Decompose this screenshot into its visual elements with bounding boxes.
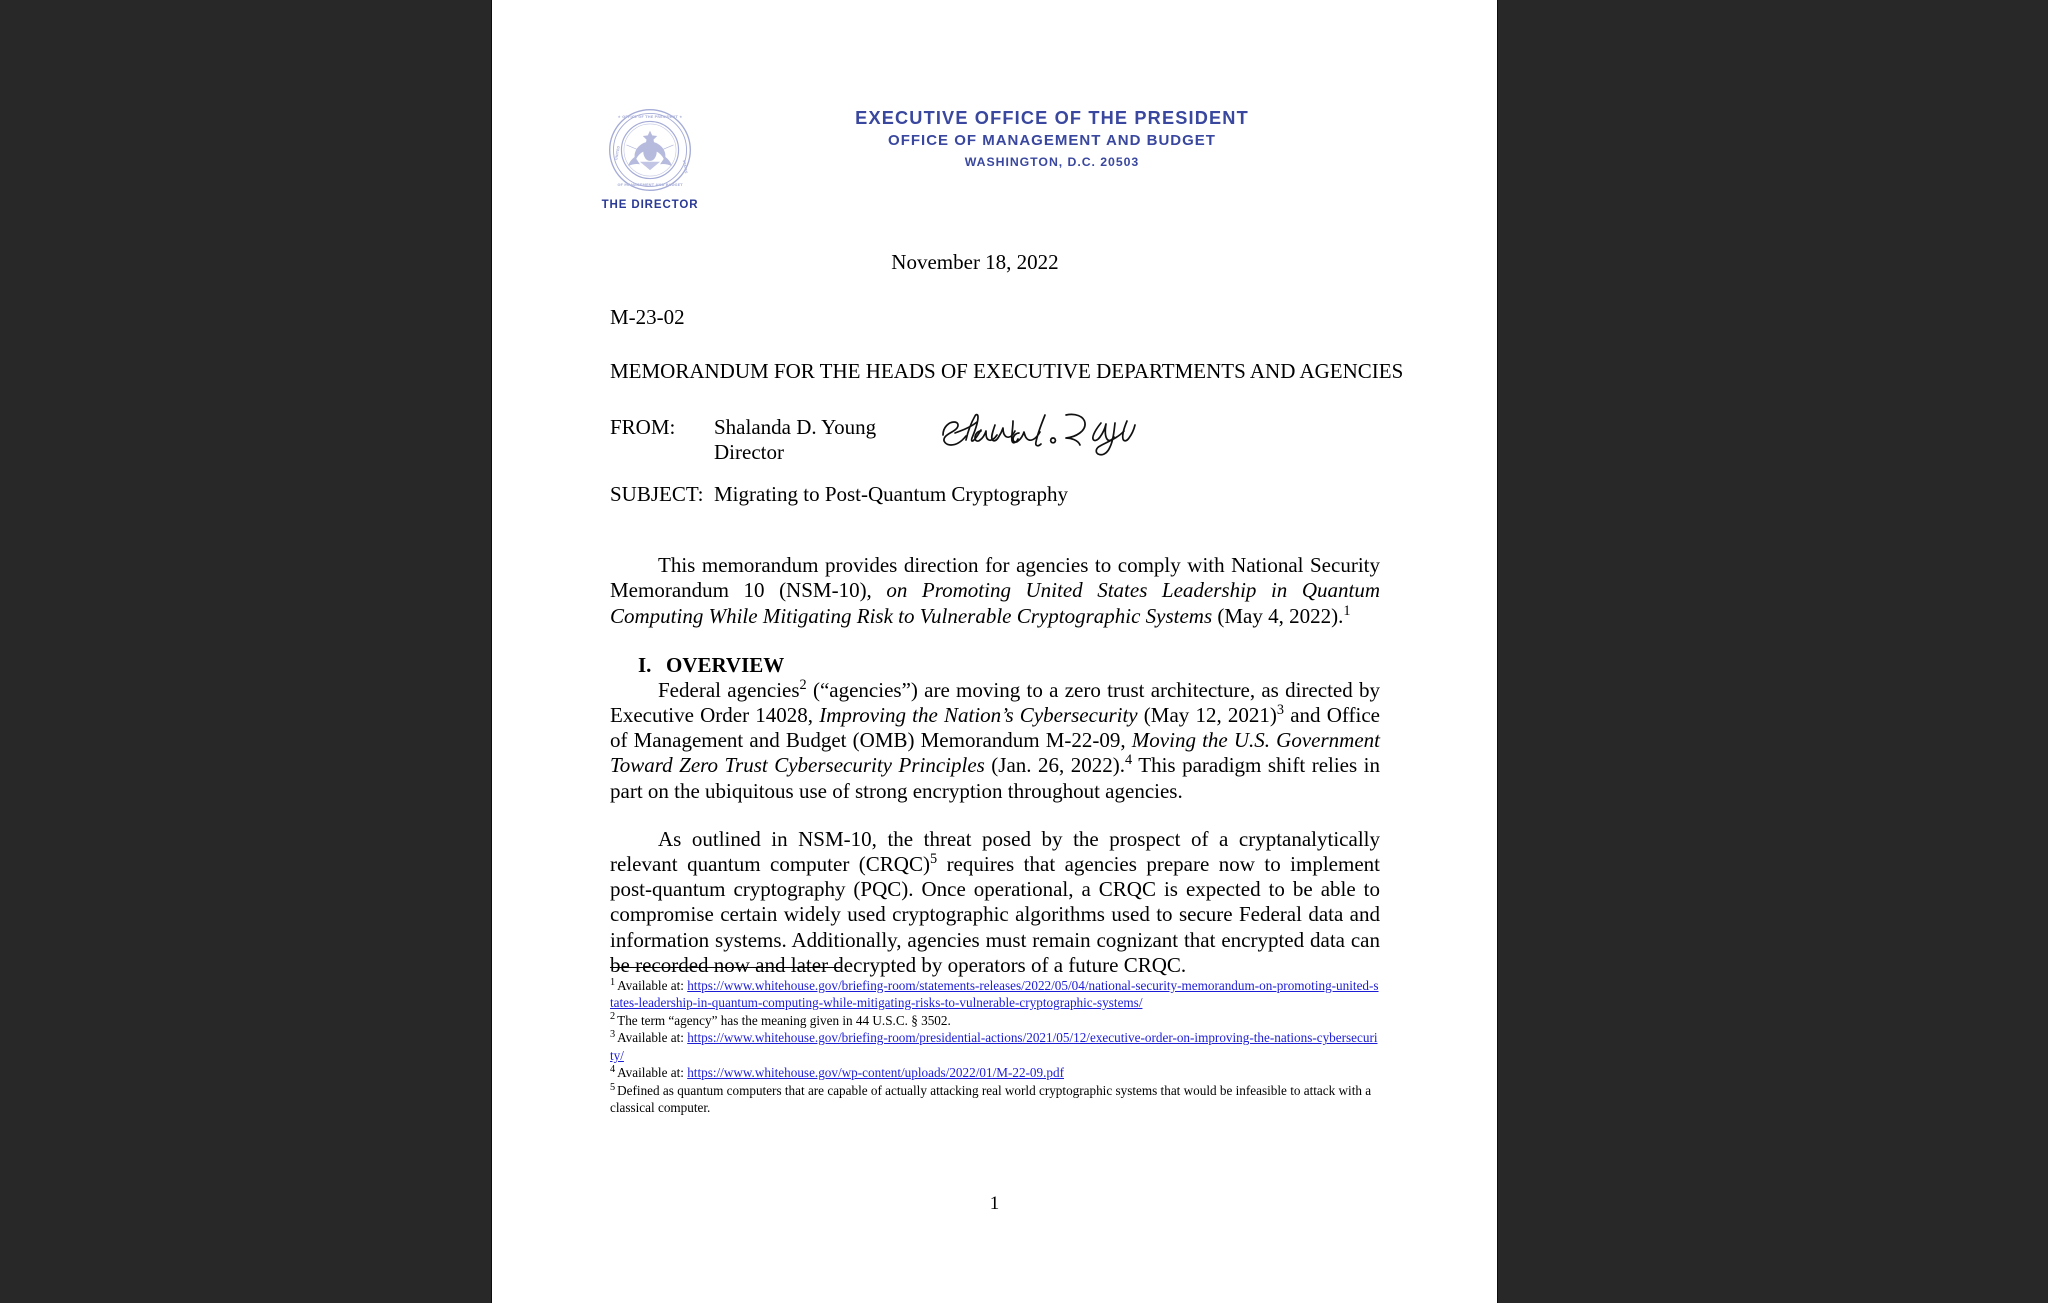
footnote-ref-5[interactable]: 5 [929, 851, 938, 867]
director-label: THE DIRECTOR [601, 199, 699, 211]
intro-part-2: (May 4, 2022). [1212, 603, 1344, 628]
footnote-item [610, 1012, 1380, 1029]
footnote-ref-3[interactable]: 3 [1276, 702, 1285, 719]
footnote-separator-rule [610, 967, 842, 968]
zt-italic-eo14028-title: Improving the Nation’s Cybersecurity [819, 703, 1138, 728]
page-number: 1 [989, 1193, 1000, 1214]
section-number: I. [638, 652, 652, 677]
memo-date: November 18, 2022 [891, 250, 1059, 274]
footnote-ref-1[interactable]: 1 [1343, 602, 1351, 619]
zt-part-6: This paradigm shift relies in part on the ubiquitous use of strong encryption throughout agencies. [610, 753, 1381, 803]
section-heading-overview [610, 653, 1380, 678]
memo-addressee: MEMORANDUM FOR THE HEADS OF EXECUTIVE DEPARTMENTS AND AGENCIES [610, 359, 1404, 384]
footnote-marker: 1 [610, 976, 616, 988]
document-body [610, 250, 1404, 978]
footnote-link[interactable]: https://www.whitehouse.gov/briefing-room/presidential-actions/2021/05/12/executive-order-on-improving-the-nations-cybersecurity/ [610, 1030, 1378, 1063]
intro-part-1: This memorandum provides direction for agencies to comply with National Security Memorandum 10 (NSM-10), [610, 553, 1380, 603]
zt-part-5: (Jan. 26, 2022). [984, 753, 1126, 778]
paragraph-crqc [610, 827, 1380, 978]
footnote-text: Available at: [617, 1065, 688, 1081]
letterhead-line-2: OFFICE OF MANAGEMENT AND BUDGET [888, 131, 1216, 149]
memo-subject-value: Migrating to Post-Quantum Cryptography [714, 481, 1069, 506]
letterhead-line-3: WASHINGTON, D.C. 20503 [964, 154, 1140, 169]
footnote-ref-2[interactable]: 2 [799, 676, 807, 693]
footnote-text: Defined as quantum computers that are capable of actually attacking real world cryptographic systems that would be infeasible to attack with a classical computer. [610, 1082, 1372, 1116]
letterhead-text [657, 108, 1447, 170]
footnote-link[interactable]: https://www.whitehouse.gov/briefing-room/statements-releases/2022/05/04/national-security-memorandum-on-promoting-united-states-leadership-in-quantum-computing-while-mitigating-risks-to-vulnerable-cryptographic-systems/ [610, 978, 1379, 1011]
footnote-ref-4[interactable]: 4 [1125, 752, 1133, 769]
memo-from-label: FROM: [610, 414, 676, 439]
svg-text:OF MANAGEMENT AND BUDGET: OF MANAGEMENT AND BUDGET [617, 183, 683, 188]
memo-from-name: Shalanda D. Young [714, 414, 877, 439]
svg-text:UNITED: UNITED [614, 145, 621, 161]
zt-part-1: Federal agencies [658, 677, 800, 702]
memo-subject-row [610, 482, 1380, 507]
footnote-item [610, 1082, 1380, 1116]
footnote-marker: 4 [610, 1063, 616, 1075]
zt-part-2: (“agencies”) are moving to a zero trust architecture, as directed by Executive Order 14028, [610, 677, 1381, 728]
svg-text:★ OFFICE OF THE PRESIDENT ★: ★ OFFICE OF THE PRESIDENT ★ [617, 115, 683, 120]
memo-from-row [610, 415, 1380, 465]
footnotes-section [610, 967, 1380, 1117]
footnote-marker: 3 [610, 1029, 616, 1041]
zt-part-3: (May 12, 2021) [1137, 703, 1277, 728]
svg-text:STATES: STATES [681, 159, 689, 174]
footnote-marker: 2 [610, 1011, 616, 1023]
memo-from-title: Director [714, 439, 784, 464]
footnote-link[interactable]: https://www.whitehouse.gov/wp-content/uploads/2022/01/M-22-09.pdf [687, 1065, 1064, 1081]
crqc-part-1: As outlined in NSM-10, the threat posed by the prospect of a cryptanalytically relevant quantum computer (CRQC) [610, 826, 1380, 876]
intro-italic-nsm10-title: on Promoting United States Leadership in Quantum Computing While Mitigating Risk to Vulnerable Cryptographic Systems [610, 578, 1380, 628]
memo-subject-label: SUBJECT: [610, 481, 704, 506]
footnote-text: Available at: [617, 1030, 688, 1046]
footnote-text: The term “agency” has the meaning given in 44 U.S.C. § 3502. [617, 1012, 951, 1028]
paragraph-intro [610, 553, 1380, 629]
section-title: OVERVIEW [666, 652, 785, 677]
memo-number: M-23-02 [610, 305, 685, 330]
crqc-part-2: requires that agencies prepare now to implement post-quantum cryptography (PQC). Once operational, a CRQC is expected to be able to compromise certain widely used cryptographic algorithms used to secure Federal data and information systems. Additionally, agencies must remain cognizant that encrypted data can be recorded now and later decrypted by operators of a future CRQC. [610, 852, 1380, 977]
letterhead [492, 108, 1497, 228]
zt-part-4: and Office of Management and Budget (OMB) Memorandum M-22-09, [610, 703, 1380, 753]
footnote-item [610, 977, 1380, 1011]
letterhead-line-1: EXECUTIVE OFFICE OF THE PRESIDENT [855, 108, 1249, 128]
document-page [492, 0, 1497, 1303]
paragraph-zero-trust [610, 678, 1380, 804]
footnote-marker: 5 [610, 1081, 616, 1093]
footnote-item [610, 1029, 1380, 1063]
zt-italic-m2209-title: Moving the U.S. Government Toward Zero Trust Cybersecurity Principles [610, 728, 1380, 778]
footnote-text: Available at: [617, 978, 688, 993]
footnote-item [610, 1064, 1380, 1081]
memo-from-value [714, 415, 1380, 465]
